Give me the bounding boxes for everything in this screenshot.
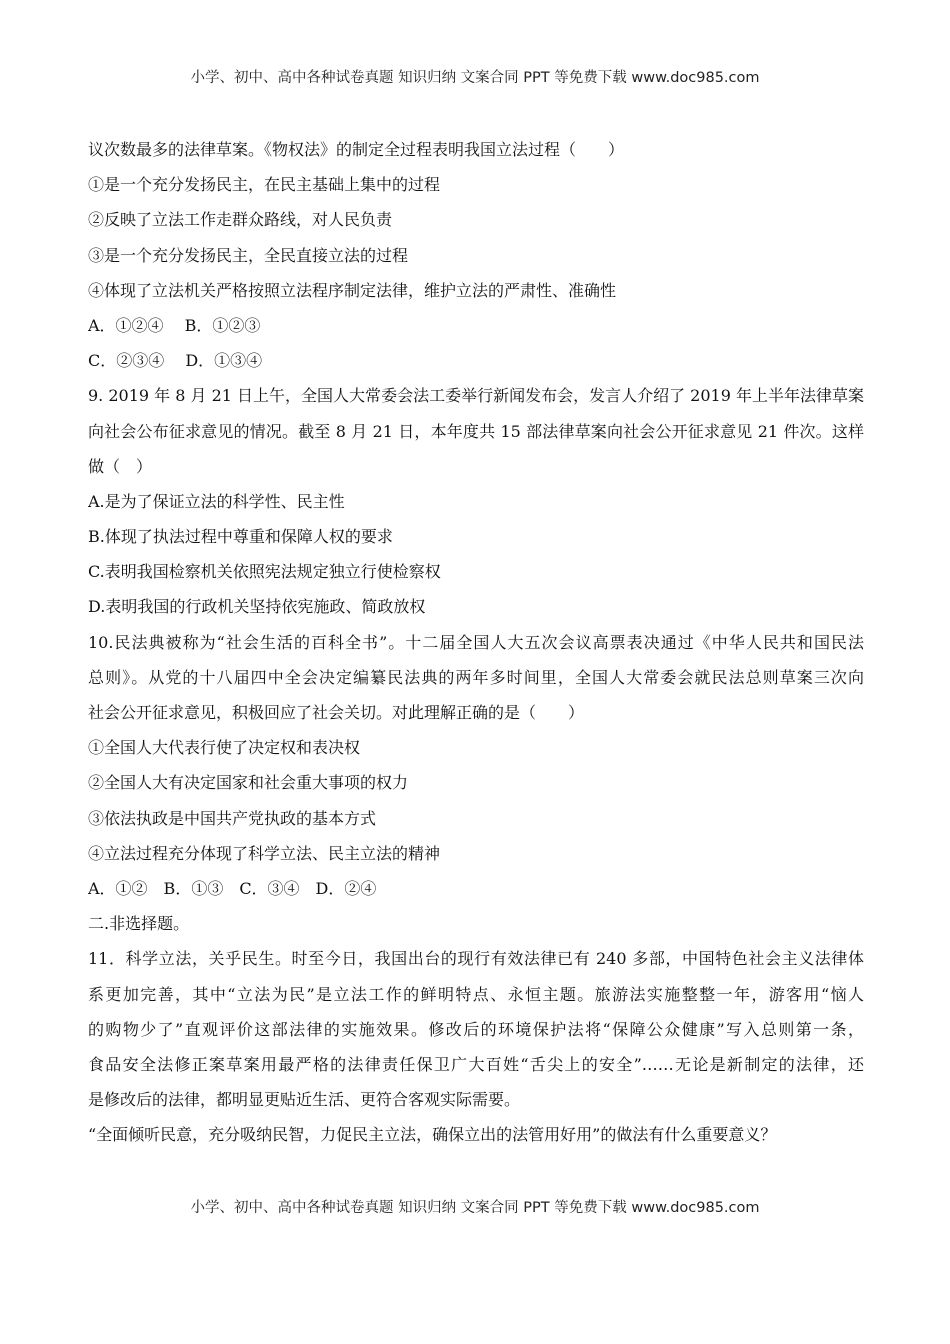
text-line: 总则》。从党的十八届四中全会决定编纂民法典的两年多时间里，全国人大常委会就民法总则草案三次向 bbox=[88, 667, 864, 687]
text-line: A．①②④ B．①②③ bbox=[88, 315, 261, 335]
text-line: ④体现了立法机关严格按照立法程序制定法律，维护立法的严肃性、准确性 bbox=[88, 280, 617, 300]
text-line: 做（ ） bbox=[88, 456, 153, 476]
text-line: ①是一个充分发扬民主，在民主基础上集中的过程 bbox=[88, 175, 441, 195]
text-line: ③依法执政是中国共产党执政的基本方式 bbox=[88, 808, 377, 828]
text-line: 系更加完善，其中“立法为民”是立法工作的鲜明特点、永恒主题。旅游法实施整整一年，游客用“恼人 bbox=[88, 984, 864, 1004]
text-line: “全面倾听民意，充分吸纳民智，力促民主立法，确保立出的法管用好用”的做法有什么重要意义？ bbox=[88, 1125, 777, 1145]
text-line: 二.非选择题。 bbox=[88, 914, 190, 934]
text-line: A．①② B．①③ C．③④ D．②④ bbox=[88, 878, 377, 898]
document-body bbox=[88, 132, 864, 1152]
text-line: ①全国人大代表行使了决定权和表决权 bbox=[88, 738, 361, 758]
text-line: A.是为了保证立法的科学性、民主性 bbox=[88, 491, 345, 511]
text-line: 食品安全法修正案草案用最严格的法律责任保卫广大百姓“舌尖上的安全”……无论是新制定的法律，还 bbox=[88, 1054, 864, 1074]
text-line: 11．科学立法，关乎民生。时至今日，我国出台的现行有效法律已有 240 多部，中国特色社会主义法律体 bbox=[88, 949, 864, 969]
text-line: C．②③④ D．①③④ bbox=[88, 351, 263, 371]
text-line: 的购物少了”直观评价这部法律的实施效果。修改后的环境保护法将“保障公众健康”写入总则第一条， bbox=[88, 1019, 864, 1039]
text-line: 社会公开征求意见，积极回应了社会关切。对此理解正确的是（ ） bbox=[88, 703, 585, 722]
page-footer: 小学、初中、高中各种试卷真题 知识归纳 文案合同 PPT 等免费下载 www.doc985.com bbox=[190, 1200, 760, 1216]
text-line: B.体现了执法过程中尊重和保障人权的要求 bbox=[88, 527, 393, 547]
text-line: ④立法过程充分体现了科学立法、民主立法的精神 bbox=[88, 843, 441, 863]
text-line: 9. 2019 年 8 月 21 日上午，全国人大常委会法工委举行新闻发布会，发言人介绍了 2019 年上半年法律草案 bbox=[88, 386, 864, 406]
text-line: ②全国人大有决定国家和社会重大事项的权力 bbox=[88, 773, 409, 793]
text-line: 10.民法典被称为“社会生活的百科全书”。十二届全国人大五次会议高票表决通过《中华人民共和国民法 bbox=[88, 632, 864, 652]
text-line: 是修改后的法律，都明显更贴近生活、更符合客观实际需要。 bbox=[88, 1090, 521, 1110]
text-line: 议次数最多的法律草案。《物权法》的制定全过程表明我国立法过程（ ） bbox=[88, 140, 625, 159]
text-line: 向社会公布征求意见的情况。截至 8 月 21 日，本年度共 15 部法律草案向社会公开征求意见 21 件次。这样 bbox=[88, 421, 864, 441]
text-line: D.表明我国的行政机关坚持依宪施政、简政放权 bbox=[88, 597, 426, 617]
text-line: C.表明我国检察机关依照宪法规定独立行使检察权 bbox=[88, 562, 441, 582]
text-line: ②反映了立法工作走群众路线，对人民负责 bbox=[88, 210, 393, 230]
page-header: 小学、初中、高中各种试卷真题 知识归纳 文案合同 PPT 等免费下载 www.doc985.com bbox=[190, 70, 760, 86]
text-line: ③是一个充分发扬民主，全民直接立法的过程 bbox=[88, 245, 409, 265]
